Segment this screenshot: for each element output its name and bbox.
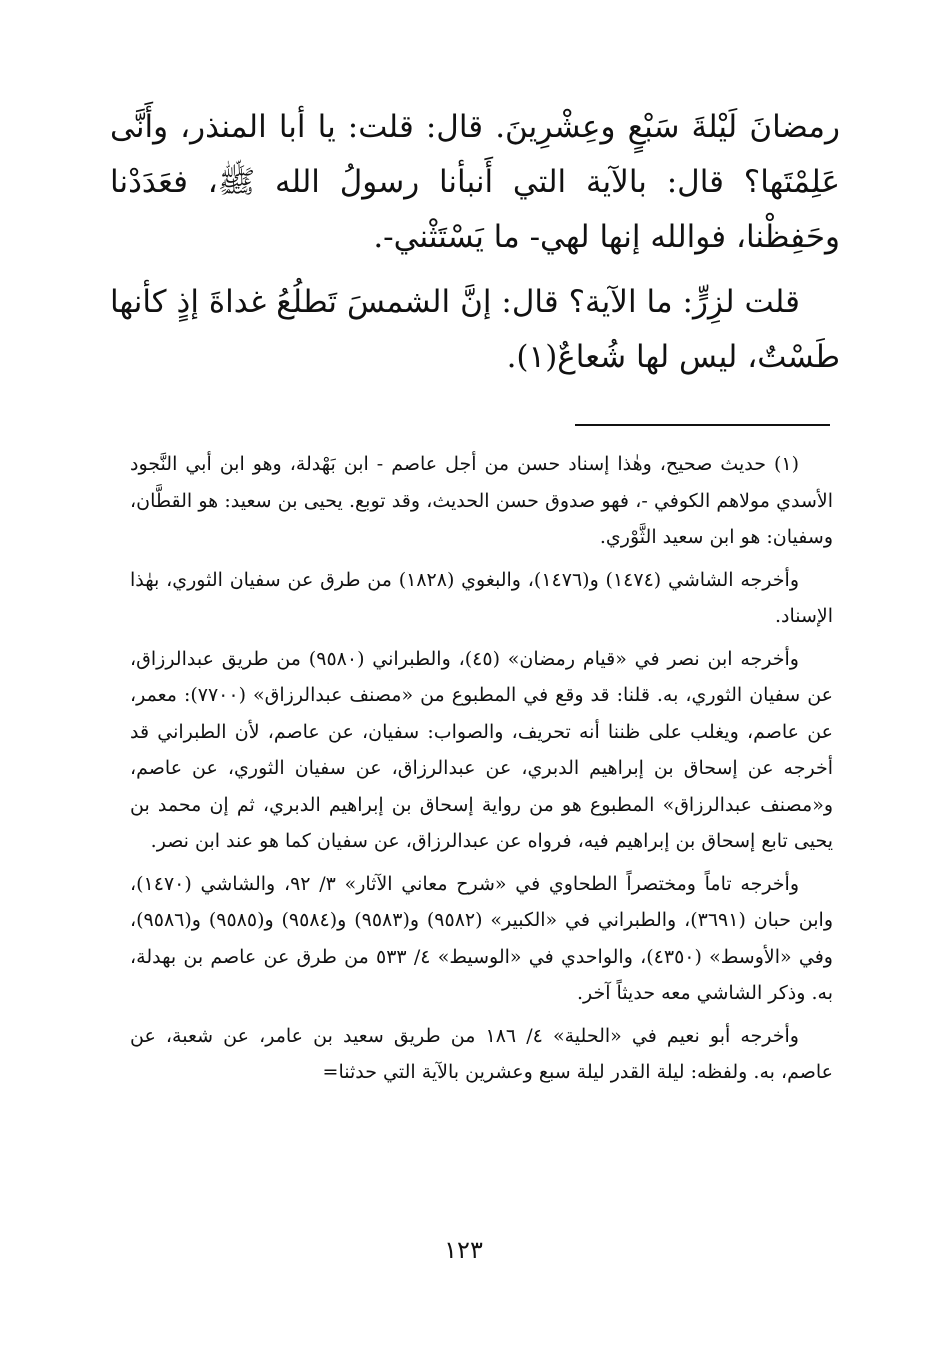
footnote-paragraph: وأخرجه تاماً ومختصراً الطحاوي في «شرح معاني الآثار» ٣/ ٩٢، والشاشي (١٤٧٠)، وابن حبان (٣٦٩١)، والطبراني في «الكبير» (٩٥٨٢) و(٩٥٨٣) و(٩٥٨٤) و(٩٥٨٥) و(٩٥٨٦)، وفي «الأوسط» (٤٣٥٠)، والواحدي في «الوسيط» ٤/ ٥٣٣ من طرق عن عاصم بن بهدلة، به. وذكر الشاشي معه حديثاً آخر.	[130, 872, 833, 1004]
footnote-paragraph: وأخرجه ابن نصر في «قيام رمضان» (٤٥)، والطبراني (٩٥٨٠) من طريق عبدالرزاق، عن سفيان الثوري، به. قلنا: قد وقع في المطبوع من «مصنف عبدالرزاق» (٧٧٠٠): معمر، عن عاصم، ويغلب على ظننا أنه تحريف، والصواب: سفيان، عن عاصم، لأن الطبراني قد أخرجه عن إسحاق بن إبراهيم الدبري، عن عبدالرزاق، عن سفيان الثوري، عن عاصم، و«مصنف عبدالرزاق» المطبوع هو من رواية إسحاق بن إبراهيم الدبري، ثم إن محمد بن يحيى تابع إسحاق بن إبراهيم فيه، فرواه عن عبدالرزاق، عن سفيان كما هو عند ابن نصر.	[130, 647, 834, 852]
main-text	[110, 100, 840, 395]
main-paragraph: رمضانَ لَيْلةَ سَبْعٍ وعِشْرِينَ. قال: قلت: يا أبا المنذر، وأَنَّى عَلِمْتَها؟ قال: بالآية التي أَنبأنا رسولُ الله ﷺ، فعَدَدْنا وحَفِظْنا، فوالله إنها لهي- ما يَسْتَثْني-.	[110, 109, 840, 255]
main-paragraph: قلت لزِرٍّ: ما الآية؟ قال: إنَّ الشمسَ تَطلُعُ غداةَ إذٍ كأنها طَسْتٌ، ليس لها شُعاعٌ(١).	[110, 284, 840, 375]
page-number: ١٢٣	[444, 1236, 483, 1264]
footnote-paragraph: وأخرجه أبو نعيم في «الحلية» ٤/ ١٨٦ من طريق سعيد بن عامر، عن شعبة، عن عاصم، به. ولفظه: ليلة القدر ليلة سبع وعشرين بالآية التي حدثنا=	[130, 1024, 833, 1083]
footnote-paragraph: وأخرجه الشاشي (١٤٧٤) و(١٤٧٦)، والبغوي (١٨٢٨) من طرق عن سفيان الثوري، بهٰذا الإسناد.	[130, 568, 833, 627]
footnotes	[130, 446, 833, 1097]
footnote-separator	[575, 424, 830, 426]
footnote-paragraph: (١) حديث صحيح، وهٰذا إسناد حسن من أجل عاصم - ابن بَهْدلة، وهو ابن أبي النَّجود الأسدي مولاهم الكوفي -، فهو صدوق حسن الحديث، وقد توبع. يحيى بن سعيد: هو القطَّان، وسفيان: هو ابن سعيد الثَّوْري.	[130, 453, 833, 548]
